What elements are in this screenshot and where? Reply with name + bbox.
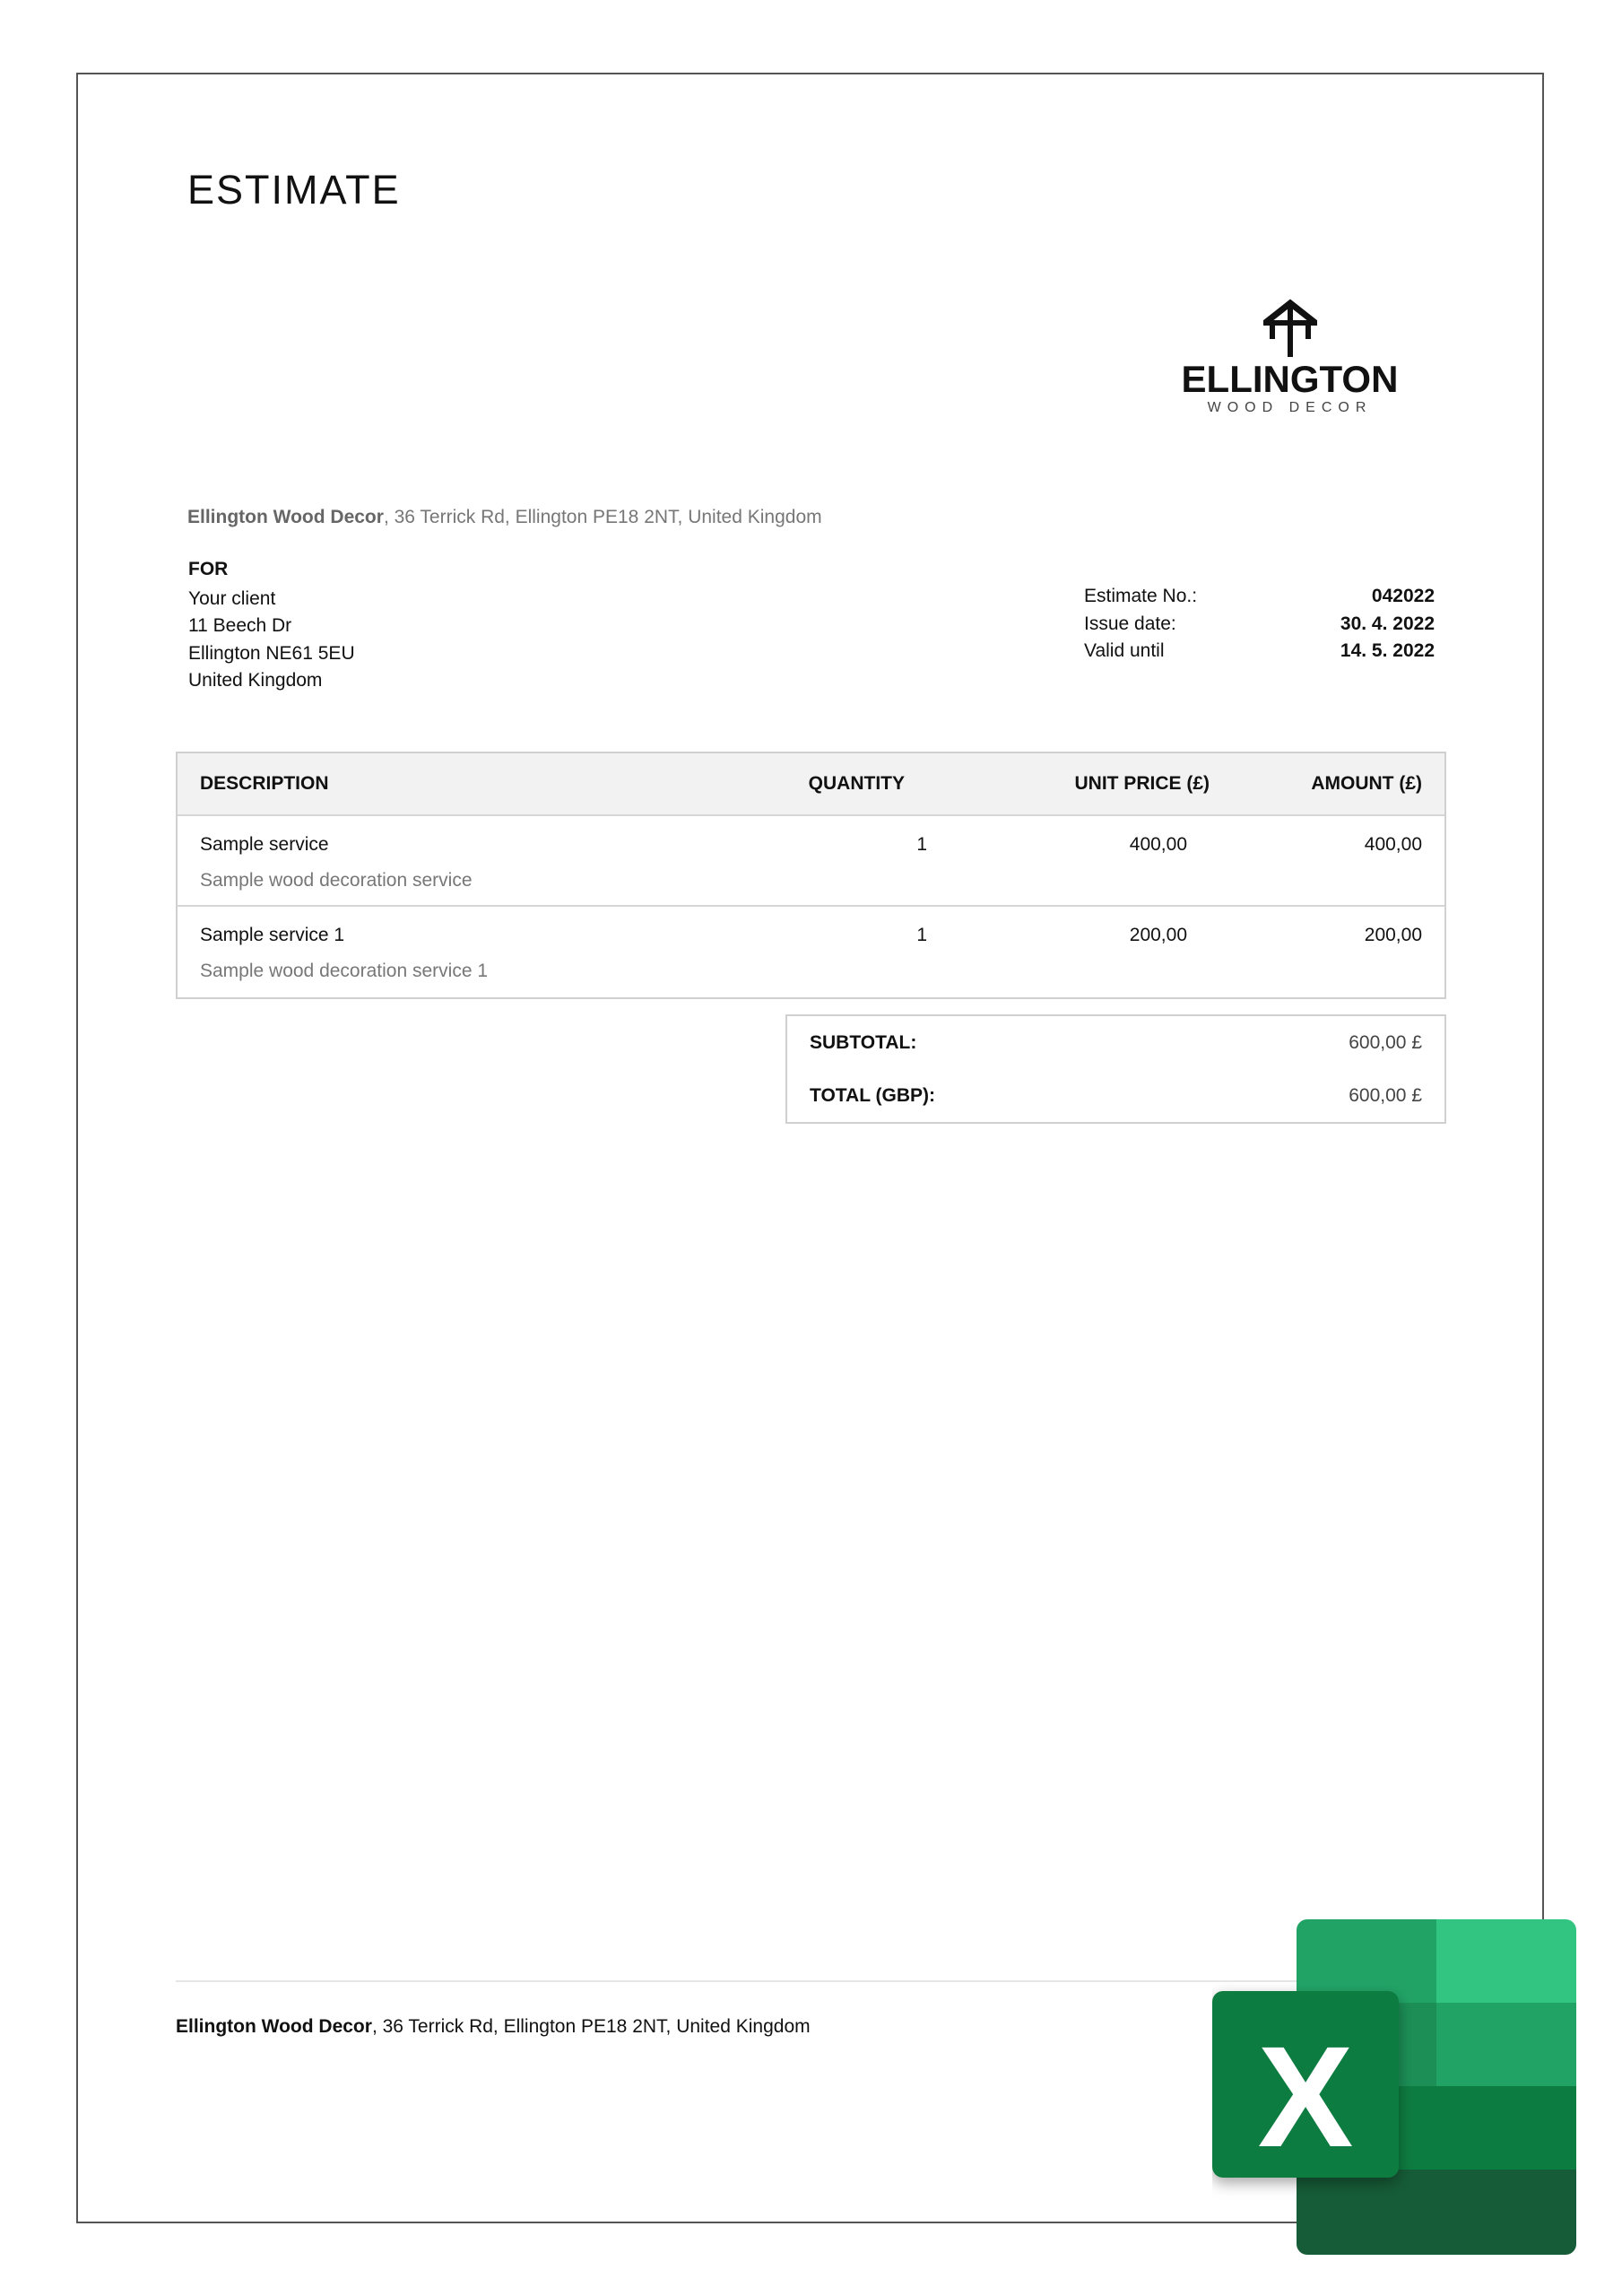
item-quantity: 1 — [916, 834, 927, 855]
total-value: 600,00 £ — [1349, 1085, 1422, 1106]
total-row — [810, 1085, 1422, 1107]
meta-value: 042022 — [1371, 586, 1435, 606]
item-description: Sample wood decoration service 1 — [200, 961, 489, 981]
item-unit-price: 200,00 — [1129, 925, 1187, 945]
subtotal-label: SUBTOTAL: — [810, 1032, 917, 1053]
estimate-meta — [1084, 583, 1435, 665]
document-title: ESTIMATE — [187, 167, 401, 213]
excel-letter: X — [1257, 2016, 1354, 2177]
item-quantity: 1 — [916, 925, 927, 945]
header-quantity: QUANTITY — [808, 773, 905, 794]
item-unit-price: 400,00 — [1129, 834, 1187, 855]
meta-value: 14. 5. 2022 — [1340, 640, 1435, 661]
client-line: Ellington NE61 5EU — [188, 642, 355, 664]
table-row — [178, 907, 1444, 997]
totals-box — [785, 1014, 1446, 1124]
client-label: FOR — [188, 559, 229, 579]
item-name: Sample service — [200, 834, 329, 855]
house-logo-icon — [1254, 296, 1326, 359]
items-table-header — [178, 753, 1444, 816]
total-label: TOTAL (GBP): — [810, 1085, 935, 1106]
header-description: DESCRIPTION — [200, 773, 329, 794]
item-amount: 200,00 — [1364, 925, 1422, 945]
logo-sub-text: WOOD DECOR — [1207, 400, 1373, 415]
meta-label: Estimate No.: — [1084, 586, 1198, 606]
footer-address-text: , 36 Terrick Rd, Ellington PE18 2NT, United Kingdom — [371, 2016, 811, 2037]
client-block — [188, 556, 355, 695]
header-amount: AMOUNT (£) — [1311, 773, 1422, 794]
meta-row — [1084, 611, 1435, 639]
meta-label: Valid until — [1084, 640, 1165, 661]
subtotal-row — [810, 1032, 1422, 1054]
item-amount: 400,00 — [1364, 834, 1422, 855]
subtotal-value: 600,00 £ — [1349, 1032, 1422, 1053]
table-row — [178, 816, 1444, 907]
header-unit-price: UNIT PRICE (£) — [1074, 773, 1210, 794]
client-line: Your client — [188, 587, 276, 609]
excel-app-icon — [1212, 1919, 1589, 2260]
logo-brand-text: ELLINGTON — [1181, 358, 1399, 400]
meta-value: 30. 4. 2022 — [1340, 613, 1435, 634]
sender-address — [187, 507, 822, 528]
meta-row — [1084, 638, 1435, 665]
item-name: Sample service 1 — [200, 925, 345, 945]
company-logo — [1180, 296, 1400, 430]
sender-name: Ellington Wood Decor — [187, 507, 384, 527]
footer-company-name: Ellington Wood Decor — [176, 2016, 372, 2037]
item-description: Sample wood decoration service — [200, 870, 473, 891]
sender-address-text: , 36 Terrick Rd, Ellington PE18 2NT, United Kingdom — [383, 507, 822, 527]
meta-row — [1084, 583, 1435, 611]
client-line: 11 Beech Dr — [188, 615, 292, 636]
client-line: United Kingdom — [188, 670, 323, 691]
meta-label: Issue date: — [1084, 613, 1176, 634]
items-table — [176, 752, 1446, 999]
footer-address — [176, 2016, 811, 2038]
